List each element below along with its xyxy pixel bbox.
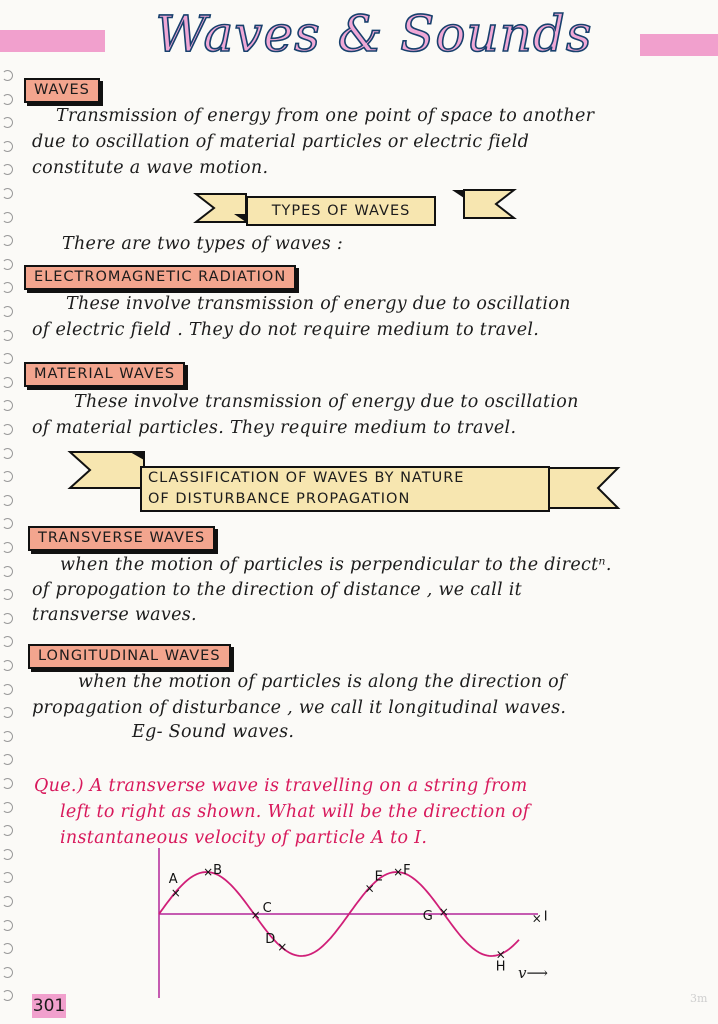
em-text-line2: of electric field . They do not require medium to travel. — [32, 320, 540, 340]
particle-label-e: E — [374, 869, 383, 885]
particle-cross-c: × — [250, 907, 261, 922]
velocity-label: v⟶ — [518, 964, 548, 982]
spiral-hole — [2, 164, 13, 175]
types-intro-text: There are two types of waves : — [62, 234, 344, 254]
spiral-hole — [2, 920, 13, 931]
spiral-hole — [2, 707, 13, 718]
title-banner — [0, 6, 718, 66]
corner-mark: 3m — [690, 992, 708, 1005]
spiral-hole — [2, 566, 13, 577]
section-label-longitudinal-waves: LONGITUDINAL WAVES — [28, 644, 231, 669]
title-highlight-left — [0, 30, 105, 52]
particle-cross-i: × — [531, 911, 542, 926]
spiral-hole — [2, 542, 13, 553]
particle-label-i: I — [543, 909, 548, 925]
spiral-hole — [2, 660, 13, 671]
spiral-hole — [2, 330, 13, 341]
spiral-hole — [2, 259, 13, 270]
particle-label-f: F — [403, 863, 411, 879]
waves-text-line3: constitute a wave motion. — [32, 158, 269, 178]
title-highlight-right — [640, 34, 718, 56]
question-line2: left to right as shown. What will be the direction of — [60, 802, 530, 822]
spiral-hole — [2, 306, 13, 317]
particle-cross-f: × — [393, 865, 404, 880]
question-line1: Que.) A transverse wave is travelling on a string from — [34, 776, 528, 796]
spiral-hole — [2, 212, 13, 223]
classification-line2: OF DISTURBANCE PROPAGATION — [148, 491, 411, 507]
waves-text-line1: Transmission of energy from one point of space to another — [56, 106, 595, 126]
section-label-transverse-waves: TRANSVERSE WAVES — [28, 526, 215, 551]
spiral-hole — [2, 589, 13, 600]
particle-label-h: H — [495, 959, 506, 975]
spiral-hole — [2, 613, 13, 624]
particle-cross-e: × — [364, 881, 375, 896]
spiral-hole — [2, 353, 13, 364]
spiral-hole — [2, 424, 13, 435]
spiral-hole — [2, 731, 13, 742]
section-label-em-radiation: ELECTROMAGNETIC RADIATION — [24, 265, 296, 290]
longitudinal-example: Eg- Sound waves. — [132, 722, 295, 742]
page-number: 301 — [32, 996, 66, 1016]
spiral-hole — [2, 825, 13, 836]
longitudinal-text-line2: propagation of disturbance , we call it longitudinal waves. — [32, 698, 567, 718]
spiral-hole — [2, 70, 13, 81]
spiral-hole — [2, 377, 13, 388]
types-ribbon-label: TYPES OF WAVES — [246, 196, 436, 226]
classification-ribbon-body — [140, 466, 550, 512]
question-line3: instantaneous velocity of particle A to I. — [60, 828, 428, 848]
spiral-hole — [2, 849, 13, 860]
spiral-hole — [2, 141, 13, 152]
em-text-line1: These involve transmission of energy due to oscillation — [66, 294, 571, 314]
particle-cross-h: × — [495, 947, 506, 962]
spiral-hole — [2, 943, 13, 954]
spiral-hole — [2, 235, 13, 246]
particle-cross-a: × — [170, 886, 181, 901]
spiral-hole — [2, 802, 13, 813]
particle-cross-b: × — [203, 865, 214, 880]
spiral-hole — [2, 518, 13, 529]
spiral-hole — [2, 188, 13, 199]
particle-label-a: A — [168, 872, 178, 888]
material-text-line1: These involve transmission of energy due to oscillation — [74, 392, 579, 412]
section-label-waves: WAVES — [24, 78, 100, 103]
spiral-hole — [2, 990, 13, 1001]
spiral-hole — [2, 471, 13, 482]
waves-text-line2: due to oscillation of material particles or electric field — [32, 132, 530, 152]
wave-diagram — [140, 848, 560, 998]
transverse-text-line1: when the motion of particles is perpendicular to the directⁿ. — [60, 555, 612, 575]
particle-label-c: C — [262, 900, 272, 916]
spiral-hole — [2, 967, 13, 978]
spiral-hole — [2, 495, 13, 506]
page-title: Waves & Sounds — [155, 5, 593, 63]
spiral-hole — [2, 636, 13, 647]
transverse-text-line2: of propogation to the direction of distance , we call it — [32, 580, 522, 600]
spiral-hole — [2, 117, 13, 128]
spiral-hole — [2, 778, 13, 789]
spiral-hole — [2, 684, 13, 695]
transverse-text-line3: transverse waves. — [32, 605, 197, 625]
particle-cross-d: × — [277, 939, 288, 954]
particle-cross-g: × — [438, 905, 449, 920]
section-label-material-waves: MATERIAL WAVES — [24, 362, 185, 387]
longitudinal-text-line1: when the motion of particles is along the direction of — [78, 672, 566, 692]
spiral-hole — [2, 872, 13, 883]
spiral-hole — [2, 282, 13, 293]
spiral-binding — [2, 70, 14, 1020]
spiral-hole — [2, 448, 13, 459]
spiral-hole — [2, 400, 13, 411]
spiral-hole — [2, 94, 13, 105]
spiral-hole — [2, 754, 13, 765]
particle-label-d: D — [265, 931, 276, 947]
classification-line1: CLASSIFICATION OF WAVES BY NATURE — [148, 470, 465, 486]
material-text-line2: of material particles. They require medium to travel. — [32, 418, 517, 438]
particle-label-b: B — [213, 863, 223, 879]
particle-label-g: G — [422, 909, 433, 925]
spiral-hole — [2, 896, 13, 907]
